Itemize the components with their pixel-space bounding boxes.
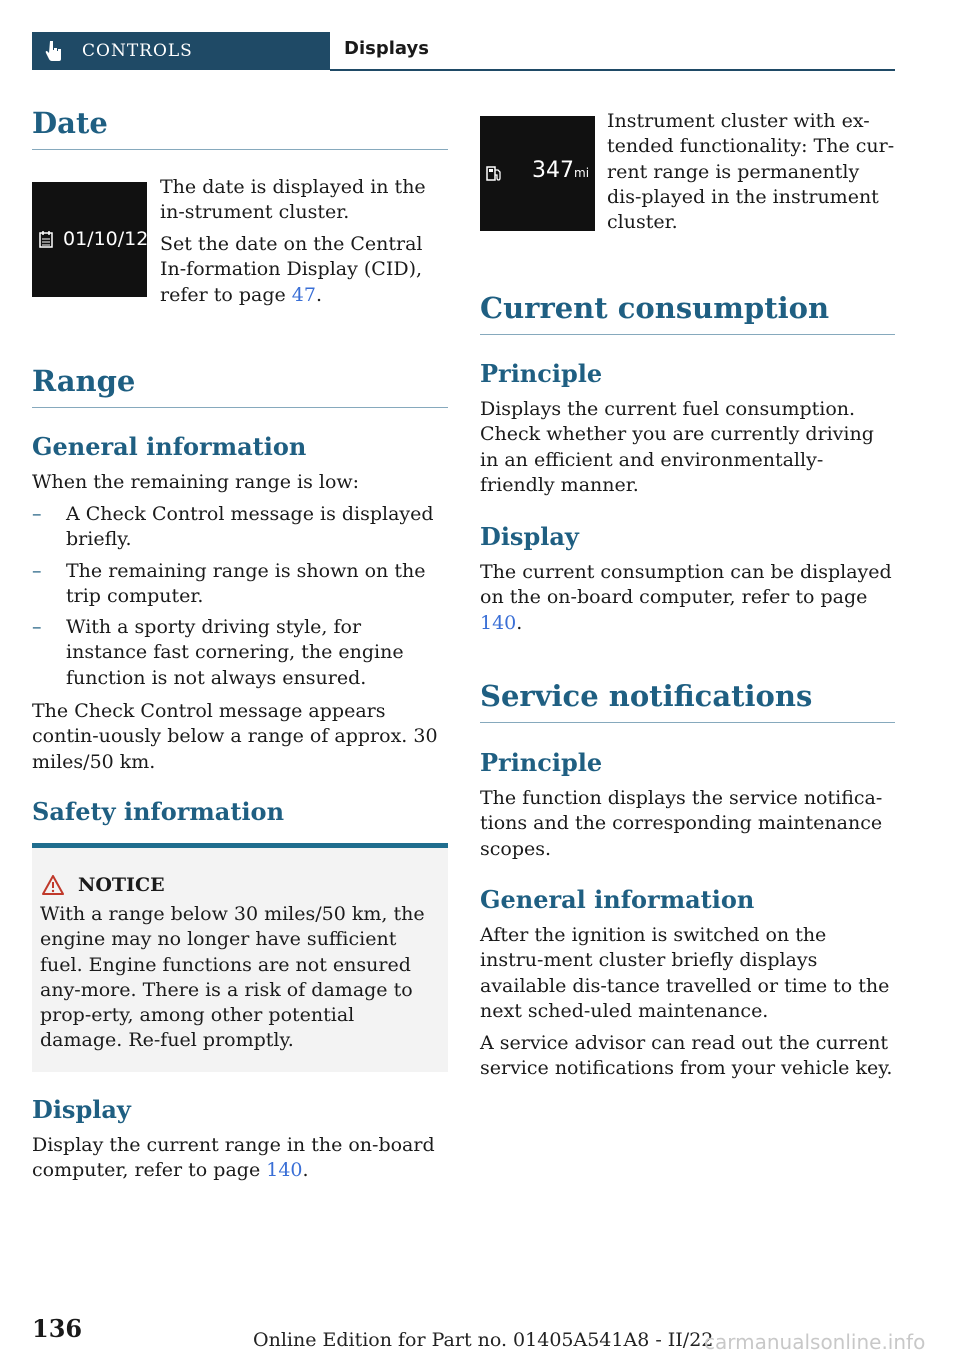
notice-box	[32, 843, 448, 1072]
service-rule	[480, 722, 895, 723]
range-display-heading: Display	[32, 1095, 131, 1124]
date-heading: Date	[32, 106, 108, 140]
cluster-paragraph: Instrument cluster with ex-tended functionality: The cur-rent range is permanently dis-played in the instrument cluster.	[607, 110, 895, 234]
service-principle-heading: Principle	[480, 748, 603, 777]
notice-text: With a range below 30 miles/50 km, the engine may no longer have sufficient fuel. Engine functions are not ensured any-more. There is a risk of damage to prop-erty, among other potential damage. Re-fuel promptly.	[40, 903, 425, 1052]
service-principle-text: The function displays the service notifica-tions and the corresponding maintenance scopes.	[480, 787, 883, 860]
header-divider	[330, 69, 895, 71]
date-paragraph-1: The date is displayed in the in-strument cluster.	[160, 176, 426, 224]
header-title: Displays	[344, 38, 429, 59]
date-display-image	[32, 182, 147, 297]
pointing-hand-icon	[44, 40, 64, 62]
date-value: 01/10/12	[63, 228, 149, 250]
header-section-label: CONTROLS	[82, 41, 193, 61]
header-section-bar	[32, 32, 330, 70]
range-display-paragraph: Display the current range in the on-board computer, refer to page 140.	[32, 1134, 435, 1182]
consumption-display-heading: Display	[480, 522, 579, 551]
page-number: 136	[32, 1314, 83, 1343]
list-item: – A Check Control message is displayed briefly.	[32, 503, 434, 551]
fuel-pump-icon	[485, 164, 503, 182]
date-rule	[32, 149, 448, 150]
range-value: 347	[532, 158, 574, 183]
range-intro: When the remaining range is low:	[32, 471, 360, 493]
calendar-icon	[39, 230, 53, 248]
list-item: – The remaining range is shown on the trip computer.	[32, 559, 426, 607]
warning-icon	[42, 875, 64, 895]
consumption-display-text: The current consumption can be displayed on the on-board computer, refer to page 140.	[480, 561, 892, 634]
edition-footer: Online Edition for Part no. 01405A541A8 - II/22	[253, 1329, 714, 1351]
range-unit: mi	[574, 166, 590, 180]
page-link-140[interactable]: 140	[480, 611, 517, 634]
range-general-heading: General information	[32, 432, 307, 461]
service-heading: Service notifications	[480, 679, 813, 713]
consumption-principle-heading: Principle	[480, 359, 603, 388]
page-link-47[interactable]: 47	[291, 283, 316, 306]
page-link-140[interactable]: 140	[266, 1159, 303, 1182]
range-bullet-list	[32, 502, 448, 697]
service-general-paragraph-2: A service advisor can read out the current service notifications from your vehicle key.	[480, 1032, 893, 1080]
watermark: carmanualsonline.info	[704, 1330, 926, 1354]
consumption-rule	[480, 334, 895, 335]
notice-title: NOTICE	[78, 874, 165, 896]
consumption-heading: Current consumption	[480, 291, 830, 325]
service-general-heading: General information	[480, 885, 755, 914]
service-general-paragraph-1: After the ignition is switched on the instru-ment cluster briefly displays available dis-tance travelled or time to the next sched-uled maintenance.	[480, 924, 890, 1022]
range-rule	[32, 407, 448, 408]
consumption-principle-text: Displays the current fuel consumption. Check whether you are currently driving in an efficient and environmentally-friendly manner.	[480, 398, 874, 496]
date-paragraph-2: Set the date on the Central In-formation Display (CID), refer to page 47.	[160, 233, 423, 306]
range-heading: Range	[32, 364, 136, 398]
range-display-image	[480, 116, 595, 231]
range-after-paragraph: The Check Control message appears contin-uously below a range of approx. 30 miles/50 km.	[32, 700, 438, 773]
list-item: – With a sporty driving style, for instance fast cornering, the engine function is not always ensured.	[32, 616, 404, 689]
safety-heading: Safety information	[32, 797, 285, 826]
